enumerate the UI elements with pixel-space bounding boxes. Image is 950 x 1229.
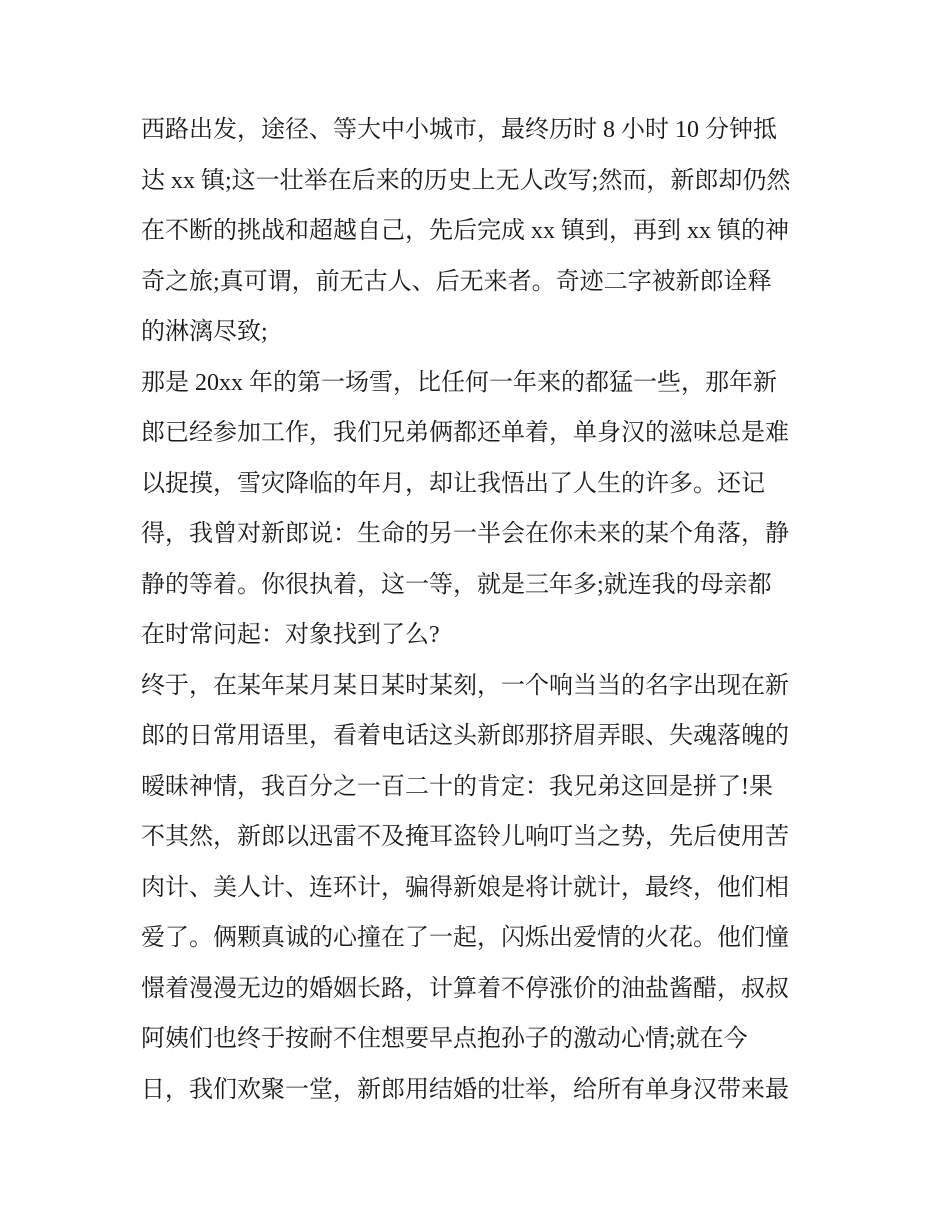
text-line: 郎已经参加工作，我们兄弟俩都还单着，单身汉的滋味总是难 xyxy=(141,420,789,446)
text-line: 在不断的挑战和超越自己，先后完成 xx 镇到，再到 xx 镇的神 xyxy=(141,218,789,244)
text-line: 终于，在某年某月某日某时某刻，一个响当当的名字出现在新 xyxy=(141,672,789,699)
text-line: 那是 20xx 年的第一场雪，比任何一年来的都猛一些，那年新 xyxy=(141,369,777,396)
text-line: 达 xx 镇;这一壮举在后来的历史上无人改写;然而，新郎却仍然 xyxy=(141,167,791,194)
text-line: 静的等着。你很执着，这一等，就是三年多;就连我的母亲都 xyxy=(141,571,772,598)
text-line: 不其然，新郎以迅雷不及掩耳盗铃儿响叮当之势，先后使用苦 xyxy=(141,824,789,850)
text-line: 憬着漫漫无边的婚姻长路，计算着不停涨价的油盐酱醋，叔叔 xyxy=(141,975,789,1002)
text-line: 暧昧神情，我百分之一百二十的肯定：我兄弟这回是拼了!果 xyxy=(141,773,773,800)
text-line: 郎的日常用语里，看着电话这头新郎那挤眉弄眼、失魂落魄的 xyxy=(141,723,789,749)
text-line: 阿姨们也终于按耐不住想要早点抱孙子的激动心情;就在今 xyxy=(141,1026,748,1052)
text-line: 在时常问起：对象找到了么? xyxy=(141,622,440,648)
text-line: 爱了。俩颗真诚的心撞在了一起，闪烁出爱情的火花。他们憧 xyxy=(141,925,789,951)
text-line: 的淋漓尽致; xyxy=(141,319,268,345)
text-line: 西路出发，途径、等大中小城市，最终历时 8 小时 10 分钟抵 xyxy=(141,117,777,143)
text-line: 得，我曾对新郎说：生命的另一半会在你未来的某个角落，静 xyxy=(141,521,789,547)
text-line: 奇之旅;真可谓，前无古人、后无来者。奇迹二字被新郎诠释 xyxy=(141,268,772,295)
text-line: 以捉摸，雪灾降临的年月，却让我悟出了人生的许多。还记 xyxy=(141,470,765,497)
text-line: 肉计、美人计、连环计，骗得新娘是将计就计，最终，他们相 xyxy=(141,874,789,901)
text-line: 日，我们欢聚一堂，新郎用结婚的壮举，给所有单身汉带来最 xyxy=(141,1076,789,1103)
